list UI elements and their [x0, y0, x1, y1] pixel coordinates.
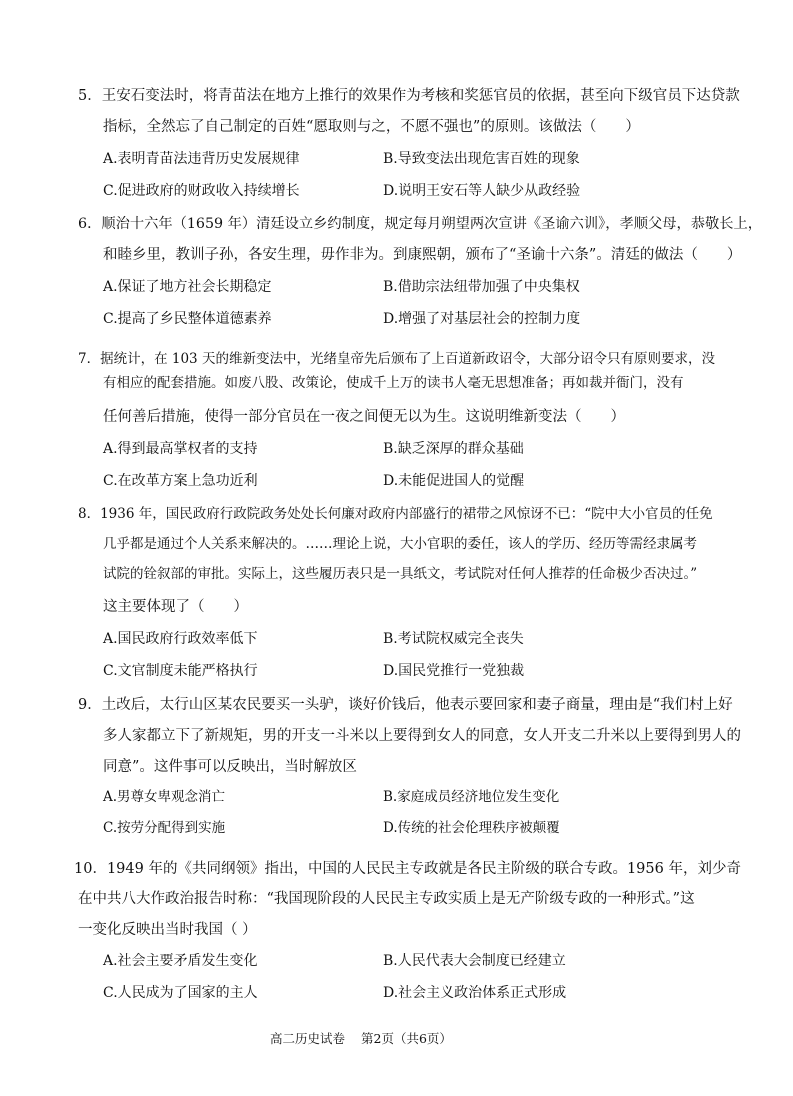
- question-10-stem-line-2: 在中共八大作政治报告时称：“我国现阶段的人民民主专政实质上是无产阶级专政的一种形式。”这: [78, 891, 695, 907]
- question-9-option-c: C.按劳分配得到实施: [103, 820, 226, 836]
- question-8-option-c: C.文官制度未能严格执行: [103, 663, 258, 679]
- question-9-stem-line-3: 同意”。这件事可以反映出，当时解放区: [103, 759, 357, 775]
- question-7-stem-line-1: 7．据统计，在 103 天的维新变法中，光绪皇帝先后颁布了上百道新政诏令，大部分诏令只有原则要求，没: [78, 351, 715, 367]
- question-5-option-a: A.表明青苗法违背历史发展规律: [103, 151, 300, 167]
- question-5-option-d: D.说明王安石等人缺少从政经验: [383, 183, 581, 199]
- question-5-option-b: B.导致变法出现危害百姓的现象: [383, 151, 580, 167]
- question-6-option-a: A.保证了地方社会长期稳定: [103, 279, 272, 295]
- question-7-option-d: D.未能促进国人的觉醒: [383, 473, 525, 489]
- question-6-option-c: C.提高了乡民整体道德素养: [103, 311, 272, 327]
- question-5-option-c: C.促进政府的财政收入持续增长: [103, 183, 300, 199]
- question-10-option-d: D.社会主义政治体系正式形成: [383, 985, 567, 1001]
- question-9-option-d: D.传统的社会伦理秩序被颠覆: [383, 820, 560, 836]
- question-8-stem-line-2: 几乎都是通过个人关系来解决的。……理论上说，大小官职的委任，该人的学历、经历等需经隶属考: [103, 536, 697, 552]
- question-8-stem-line-1: 8．1936 年，国民政府行政院政务处处长何廉对政府内部盛行的裙带之风惊讶不已：“院中大小官员的任免: [78, 506, 713, 522]
- question-10-stem-line-1: 10．1949 年的《共同纲领》指出，中国的人民民主专政就是各民主阶级的联合专政。1956 年，刘少奇: [74, 861, 741, 877]
- question-7-option-b: B.缺乏深厚的群众基础: [383, 441, 524, 457]
- question-7-stem-line-3: 任何善后措施，使得一部分官员在一夜之间便无以为生。这说明维新变法（ ）: [103, 409, 625, 425]
- question-8-stem-line-3: 试院的铨叙部的审批。实际上，这些履历表只是一具纸文，考试院对任何人推荐的任命极少否决过。”: [103, 566, 698, 582]
- question-6-option-b: B.借助宗法纽带加强了中央集权: [383, 279, 580, 295]
- question-8-option-b: B.考试院权威完全丧失: [383, 631, 524, 647]
- question-7-option-c: C.在改革方案上急功近利: [103, 473, 258, 489]
- question-10-option-c: C.人民成为了国家的主人: [103, 985, 258, 1001]
- page-number: 第2页（共6页）: [361, 1031, 452, 1046]
- question-10-stem-line-3: 一变化反映出当时我国（ ）: [78, 922, 257, 938]
- page-footer: [270, 1030, 452, 1048]
- question-10-option-a: A.社会主要矛盾发生变化: [103, 953, 258, 969]
- question-9-option-b: B.家庭成员经济地位发生变化: [383, 789, 560, 805]
- question-9-stem-line-1: 9．土改后，太行山区某农民要买一头驴，谈好价钱后，他表示要回家和妻子商量，理由是“我们村上好: [78, 697, 733, 713]
- question-8-stem-line-4: 这主要体现了（ ）: [103, 599, 248, 615]
- exam-title: 高二历史试卷: [270, 1031, 346, 1046]
- question-9-option-a: A.男尊女卑观念消亡: [103, 789, 226, 805]
- question-6-stem-line-1: 6．顺治十六年（1659 年）清廷设立乡约制度，规定每月朔望两次宣讲《圣谕六训》，孝顺父母，恭敬长上，: [78, 216, 762, 232]
- question-9-stem-line-2: 多人家都立下了新规矩，男的开支一斗米以上要得到女人的同意，女人开支二升米以上要得到男人的: [103, 728, 741, 744]
- question-10-option-b: B.人民代表大会制度已经建立: [383, 953, 566, 969]
- question-8-option-a: A.国民政府行政效率低下: [103, 631, 258, 647]
- question-6-option-d: D.增强了对基层社会的控制力度: [383, 311, 581, 327]
- question-7-stem-line-2: 有相应的配套措施。如废八股、改策论，使成千上万的读书人毫无思想准备；再如裁并衙门，没有: [103, 375, 684, 391]
- question-5-stem-line-1: 5．王安石变法时，将青苗法在地方上推行的效果作为考核和奖惩官员的依据，甚至向下级官员下达贷款: [78, 88, 740, 104]
- question-5-stem-line-2: 指标，全然忘了自己制定的百姓“愿取则与之，不愿不强也”的原则。该做法（ ）: [103, 119, 640, 135]
- question-6-stem-line-2: 和睦乡里，教训子孙，各安生理，毋作非为。到康熙朝，颁布了“圣谕十六条”。清廷的做法（ ）: [103, 247, 742, 263]
- question-7-option-a: A.得到最高掌权者的支持: [103, 441, 258, 457]
- question-8-option-d: D.国民党推行一党独裁: [383, 663, 525, 679]
